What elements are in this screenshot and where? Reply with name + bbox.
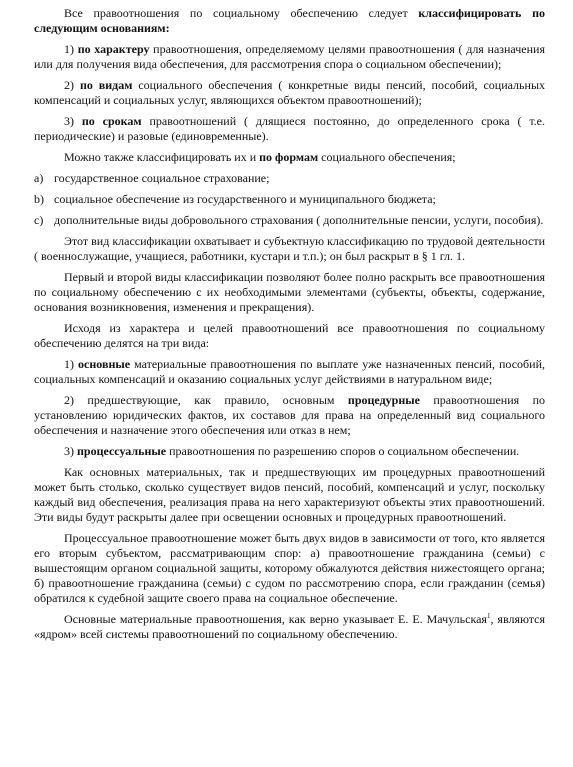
text-segment: правоотношения, определяемому целями правоотношения ( для назначения или для получения вида обеспечения, для рассмотрения спора о социальном обеспечении); xyxy=(34,42,545,71)
bold-text: по видам xyxy=(79,78,133,92)
bold-text: по срокам xyxy=(81,114,142,128)
text-segment: правоотношений ( длящиеся постоянно, до определенного срока ( т.е. периодические) и разовые (единовременные). xyxy=(34,114,545,143)
text-segment: 1) xyxy=(64,42,78,56)
text-segment: дополнительные виды добровольного страхования ( дополнительные пенсии, услуги, пособия). xyxy=(54,213,544,227)
text-segment: Как основных материальных, так и предшествующих им процедурных правоотношений может быть столько, сколько существует видов пенсий, пособий, компенсаций и услуг, поскольку каждый вид обеспечения, реализация права на него характеризуют объекты этих правоотношений. Эти виды будут раскрыты далее при освещении основных и процедурных правоотношений. xyxy=(34,465,545,524)
list-item xyxy=(34,213,545,228)
text-segment: Основные материальные правоотношения, как верно указывает Е. Е. Мачульская xyxy=(64,612,487,626)
paragraph xyxy=(34,114,545,144)
text-segment: 2) предшествующие, как правило, основным xyxy=(64,393,348,407)
paragraph xyxy=(34,150,545,165)
paragraph xyxy=(34,234,545,264)
footnote-ref: 1 xyxy=(486,612,491,620)
paragraph xyxy=(34,270,545,315)
bold-text: по формам xyxy=(259,150,319,164)
text-segment: , являются «ядром» всей системы правоотношений по социальному обеспечению. xyxy=(34,612,546,641)
paragraph xyxy=(34,444,545,459)
document-body xyxy=(34,6,545,642)
paragraph xyxy=(34,612,545,642)
text-segment: Этот вид классификации охватывает и субъектную классификацию по трудовой деятельности ( военнослужащие, учащиеся, работники, кустари и т.п.); он был раскрыт в § 1 гл. 1. xyxy=(34,234,545,263)
paragraph xyxy=(34,393,545,438)
paragraph xyxy=(34,6,545,36)
list-marker: b) xyxy=(34,192,44,206)
text-segment: 3) xyxy=(64,114,82,128)
list-marker: a) xyxy=(34,171,44,185)
bold-text: основные xyxy=(78,357,131,371)
text-segment: материальные правоотношения по выплате уже назначенных пенсий, пособий, социальных компенсаций и оказанию социальных услуг действиями в натуральном виде; xyxy=(34,357,545,386)
bold-text: по характеру xyxy=(77,42,150,56)
paragraph xyxy=(34,321,545,351)
paragraph xyxy=(34,78,545,108)
paragraph xyxy=(34,357,545,387)
text-segment: Процессуальное правоотношение может быть двух видов в зависимости от того, кто является его вторым субъектом, рассматривающим спор: а) правоотношение гражданина (семьи) с вышестоящим органом социальной защиты, которому обжалуются действия нижестоящего органа; б) правоотношение гражданина (семьи) с судом по рассмотрению спора, если гражданин (семья) обратился к судебной защите своего права на социальное обеспечение. xyxy=(34,531,545,605)
text-segment: Все правоотношения по социальному обеспечению следует xyxy=(64,6,419,20)
paragraph xyxy=(34,531,545,606)
text-segment: правоотношения по установлению юридических фактов, их составов для права на определенный вид социального обеспечения и назначение этого обеспечения или отказ в нем; xyxy=(34,393,545,437)
text-segment: 3) xyxy=(64,444,77,458)
paragraph xyxy=(34,42,545,72)
text-segment: правоотношения по разрешению споров о социальном обеспечении. xyxy=(166,444,520,458)
text-segment: государственное социальное страхование; xyxy=(54,171,270,185)
bold-text: классифицировать по следующим основаниям: xyxy=(34,6,545,35)
list-marker: c) xyxy=(34,213,44,227)
text-segment: социального обеспечения; xyxy=(318,150,456,164)
paragraph xyxy=(34,465,545,525)
list-item xyxy=(34,192,545,207)
text-segment: 1) xyxy=(64,357,79,371)
bold-text: процедурные xyxy=(347,393,420,407)
list-item xyxy=(34,171,545,186)
text-segment: Первый и второй виды классификации позволяют более полно раскрыть все правоотношения по социальному обеспечению с их необходимыми элементами (субъекты, объекты, содержание, основания возникновения, изменения и прекращения). xyxy=(34,270,545,314)
text-segment: Исходя из характера и целей правоотношений все правоотношения по социальному обеспечению делятся на три вида: xyxy=(34,321,545,350)
text-segment: Можно также классифицировать их и xyxy=(64,150,260,164)
text-segment: социальное обеспечение из государственного и муниципального бюджета; xyxy=(54,192,436,206)
text-segment: 2) xyxy=(64,78,80,92)
text-segment: социального обеспечения ( конкретные виды пенсий, пособий, социальных компенсаций и социальных услуг, являющихся объектом правоотношений); xyxy=(34,78,546,107)
bold-text: процессуальные xyxy=(77,444,167,458)
